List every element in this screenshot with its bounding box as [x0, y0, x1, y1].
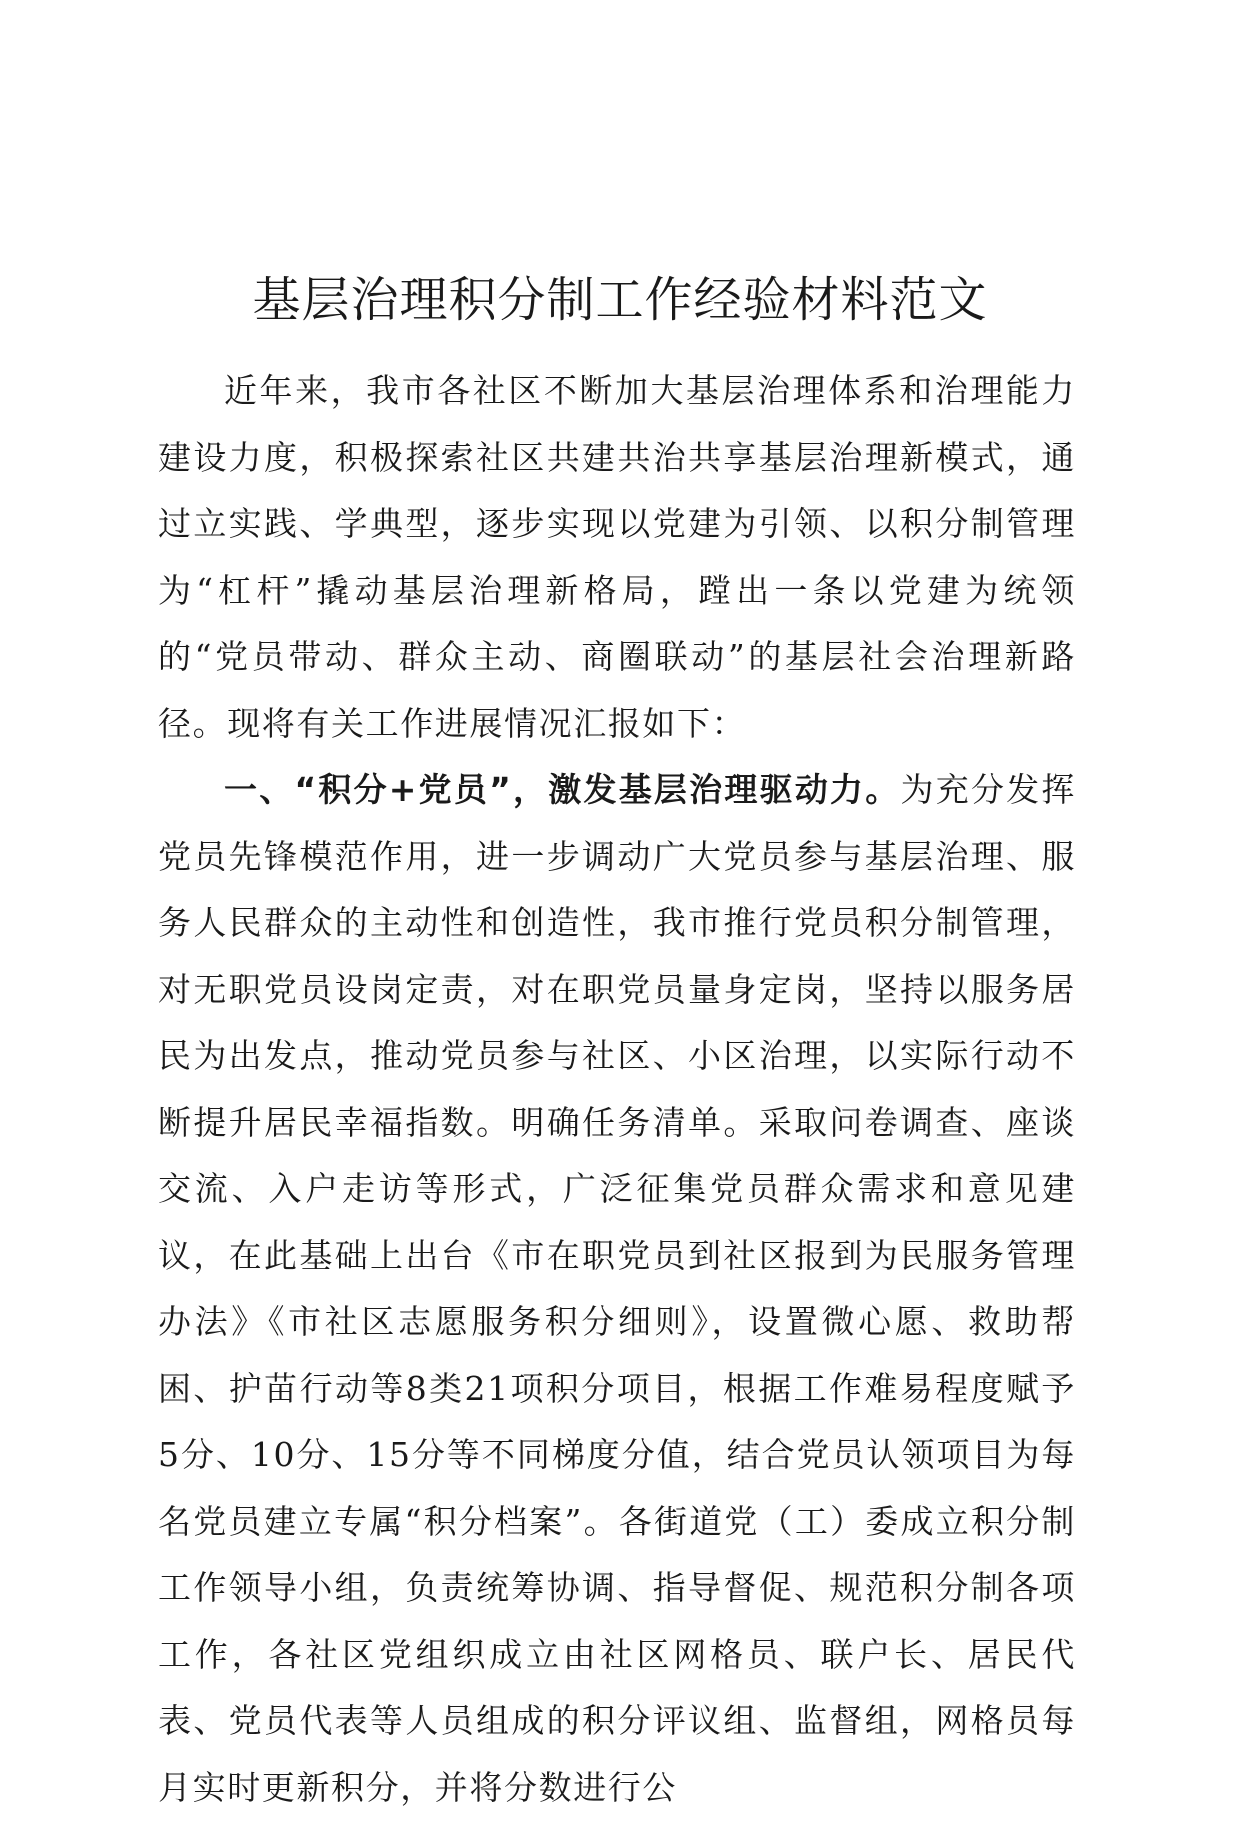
intro-paragraph: 近年来，我市各社区不断加大基层治理体系和治理能力建设力度，积极探索社区共建共治共享基层治理新模式，通过立实践、学典型，逐步实现以党建为引领、以积分制管理为“杠杆”撬动基层治理新格局，蹚出一条以党建为统领的“党员带动、群众主动、商圈联动”的基层社会治理新路径。现将有关工作进展情况汇报如下：	[158, 371, 1076, 743]
document-body	[158, 358, 1076, 1821]
section-1-paragraph	[158, 757, 1076, 1821]
section-1-heading: 一、“积分+党员”，激发基层治理驱动力。	[224, 770, 901, 809]
section-1-body: 为充分发挥党员先锋模范作用，进一步调动广大党员参与基层治理、服务人民群众的主动性和创造性，我市推行党员积分制管理，对无职党员设岗定责，对在职党员量身定岗，坚持以服务居民为出发点，推动党员参与社区、小区治理，以实际行动不断提升居民幸福指数。明确任务清单。采取问卷调查、座谈交流、入户走访等形式，广泛征集党员群众需求和意见建议，在此基础上出台《市在职党员到社区报到为民服务管理办法》《市社区志愿服务积分细则》，设置微心愿、救助帮困、护苗行动等8类21项积分项目，根据工作难易程度赋予5分、10分、15分等不同梯度分值，结合党员认领项目为每名党员建立专属“积分档案”。各街道党（工）委成立积分制工作领导小组，负责统筹协调、指导督促、规范积分制各项工作，各社区党组织成立由社区网格员、联户长、居民代表、党员代表等人员组成的积分评议组、监督组，网格员每月实时更新积分，并将分数进行公	[158, 770, 1077, 1807]
page-title: 基层治理积分制工作经验材料范文	[252, 272, 988, 328]
